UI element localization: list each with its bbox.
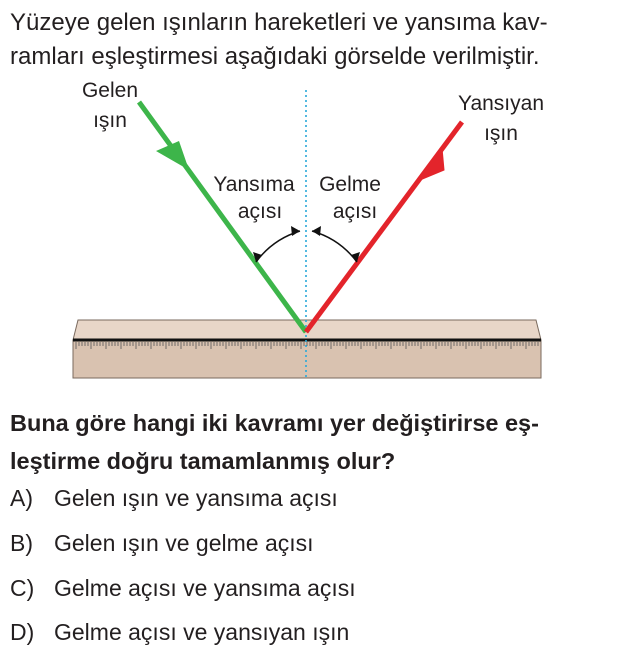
option-a[interactable] xyxy=(10,485,338,512)
reflected-ray-label-2: ışın xyxy=(484,122,518,145)
reflected-ray-label-1: Yansıyan xyxy=(458,92,544,115)
left-angle-label-1: Yansıma xyxy=(213,173,295,196)
option-b[interactable] xyxy=(10,530,314,557)
arc-arrowhead xyxy=(312,226,321,236)
intro-line-2: ramları eşleştirmesi aşağıdaki görselde verilmiştir. xyxy=(10,43,540,70)
option-letter: A) xyxy=(10,485,33,511)
incoming-ray-label-2: ışın xyxy=(93,109,127,132)
right-angle-label-1: Gelme xyxy=(319,173,381,196)
option-letter: C) xyxy=(10,575,35,601)
option-text: Gelen ışın ve yansıma açısı xyxy=(54,485,338,511)
reflection-angle-arc xyxy=(256,231,300,262)
intro-line-1: Yüzeye gelen ışınların hareketleri ve yansıma kav- xyxy=(10,9,548,36)
option-text: Gelen ışın ve gelme açısı xyxy=(54,530,314,556)
arc-arrowhead xyxy=(291,226,300,236)
option-text: Gelme açısı ve yansıma açısı xyxy=(54,575,356,601)
question-line-1: Buna göre hangi iki kavramı yer değiştirirse eş- xyxy=(10,410,539,436)
incoming-ray-label-1: Gelen xyxy=(81,79,139,102)
right-angle-label-2: açısı xyxy=(332,200,378,223)
incidence-angle-arc xyxy=(312,231,357,262)
reflected-ray-arrow xyxy=(420,148,444,180)
option-text: Gelme açısı ve yansıyan ışın xyxy=(54,619,350,645)
option-d[interactable] xyxy=(10,619,349,646)
incoming-ray-arrow xyxy=(156,141,189,170)
question-line-2: leştirme doğru tamamlanmış olur? xyxy=(10,448,396,474)
option-c[interactable] xyxy=(10,575,356,602)
option-letter: D) xyxy=(10,619,35,645)
left-angle-label-2: açısı xyxy=(237,200,283,223)
option-letter: B) xyxy=(10,530,33,556)
question-text xyxy=(10,404,625,480)
